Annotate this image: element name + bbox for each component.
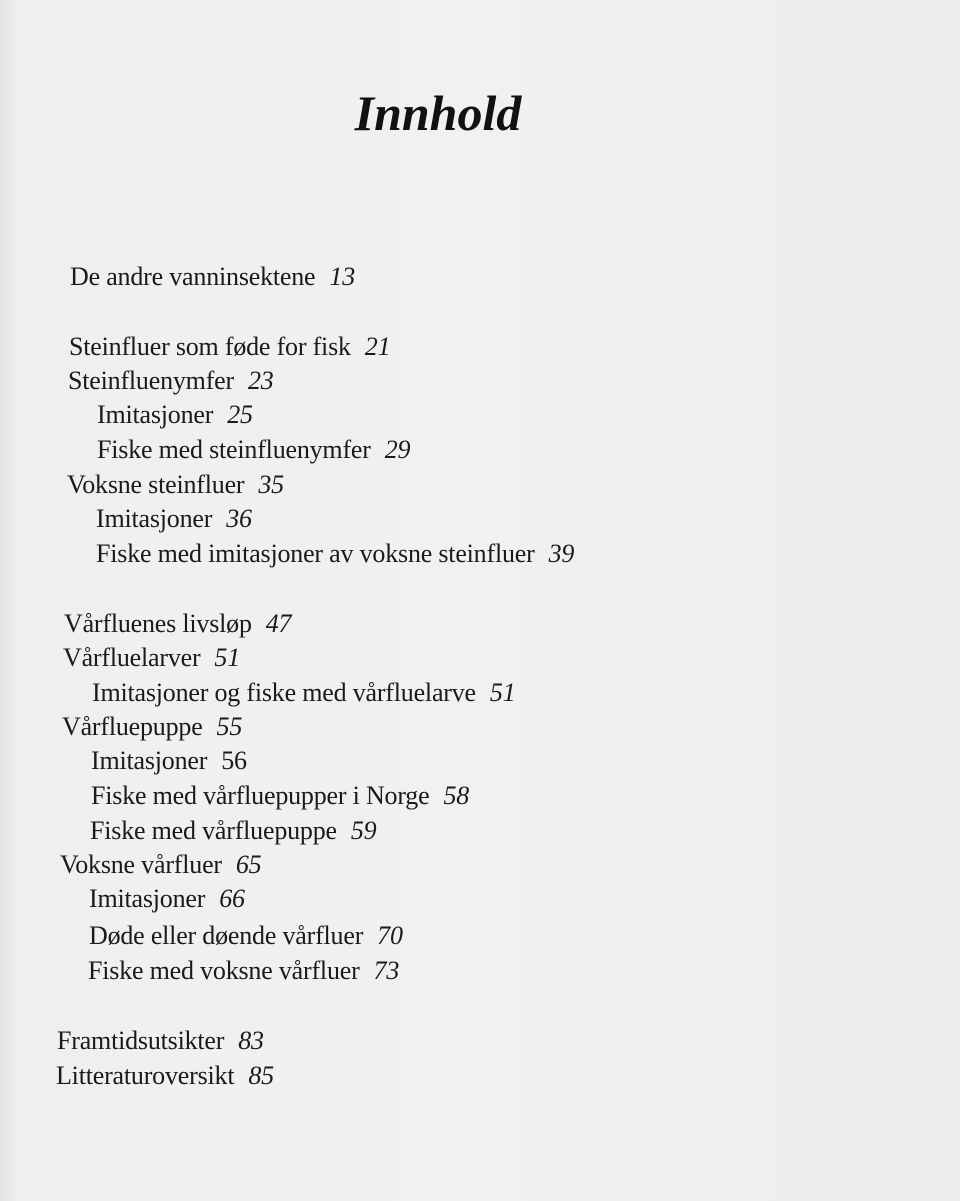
- entry-page: 13: [329, 262, 355, 291]
- toc-subentry: [96, 504, 252, 534]
- toc-entry: [63, 643, 240, 673]
- entry-title: Steinfluenymfer: [68, 366, 234, 395]
- entry-page: 23: [247, 366, 274, 395]
- toc-subentry: [92, 678, 516, 708]
- entry-page: 25: [227, 400, 253, 429]
- entry-title: Fiske med steinfluenymfer: [97, 435, 371, 464]
- entry-title: Steinfluer som føde for fisk: [69, 332, 351, 361]
- entry-title: Vårfluepuppe: [62, 712, 203, 741]
- toc-entry: [60, 850, 261, 880]
- entry-page: 55: [216, 712, 243, 741]
- entry-title: Imitasjoner: [89, 884, 206, 913]
- entry-title: Vårfluelarver: [63, 643, 201, 672]
- entry-title: Imitasjoner: [91, 746, 208, 775]
- entry-page: 51: [214, 643, 241, 672]
- entry-page: 85: [248, 1061, 274, 1090]
- toc-subentry: [90, 816, 376, 846]
- toc-subentry: [88, 956, 399, 986]
- entry-page: 56: [221, 746, 247, 775]
- entry-page: 59: [350, 816, 377, 845]
- toc-entry: [70, 262, 355, 292]
- entry-title: Fiske med imitasjoner av voksne steinfluer: [96, 539, 535, 568]
- entry-page: 39: [548, 539, 575, 568]
- toc-subentry: [91, 746, 247, 776]
- toc-entry: [69, 332, 390, 362]
- entry-title: Vårfluenes livsløp: [64, 609, 252, 638]
- entry-title: Imitasjoner: [97, 400, 214, 429]
- toc-entry: [56, 1061, 274, 1091]
- entry-page: 35: [258, 470, 284, 499]
- entry-title: Fiske med vårfluepupper i Norge: [91, 781, 430, 810]
- entry-title: Imitasjoner og fiske med vårfluelarve: [92, 678, 476, 707]
- page-title: Innhold: [354, 85, 522, 141]
- entry-title: Imitasjoner: [96, 504, 213, 533]
- entry-page: 36: [226, 504, 252, 533]
- entry-title: Framtidsutsikter: [57, 1026, 225, 1055]
- toc-entry: [68, 366, 274, 396]
- entry-title: Døde eller døende vårfluer: [89, 921, 364, 950]
- toc-subentry: [96, 539, 574, 569]
- entry-title: Voksne vårfluer: [60, 850, 222, 879]
- toc-subentry: [89, 884, 245, 914]
- entry-page: 73: [373, 956, 400, 985]
- entry-page: 21: [364, 332, 391, 361]
- toc-subentry: [97, 400, 253, 430]
- toc-entry: [62, 712, 242, 742]
- toc-entry: [64, 609, 291, 639]
- entry-page: 66: [219, 884, 245, 913]
- entry-page: 51: [489, 678, 516, 707]
- entry-page: 65: [235, 850, 262, 879]
- entry-title: Litteraturoversikt: [56, 1061, 235, 1090]
- entry-page: 83: [238, 1026, 264, 1055]
- toc-subentry: [97, 435, 410, 465]
- entry-title: Voksne steinfluer: [67, 470, 245, 499]
- toc-entry: [67, 470, 284, 500]
- toc-entry: [57, 1026, 264, 1056]
- toc-subentry: [91, 781, 469, 811]
- entry-page: 70: [377, 921, 403, 950]
- entry-page: 47: [265, 609, 292, 638]
- entry-page: 58: [443, 781, 470, 810]
- entry-title: Fiske med voksne vårfluer: [88, 956, 360, 985]
- toc-subentry: [89, 921, 403, 951]
- entry-title: De andre vanninsektene: [70, 262, 316, 291]
- entry-page: 29: [384, 435, 411, 464]
- entry-title: Fiske med vårfluepuppe: [90, 816, 337, 845]
